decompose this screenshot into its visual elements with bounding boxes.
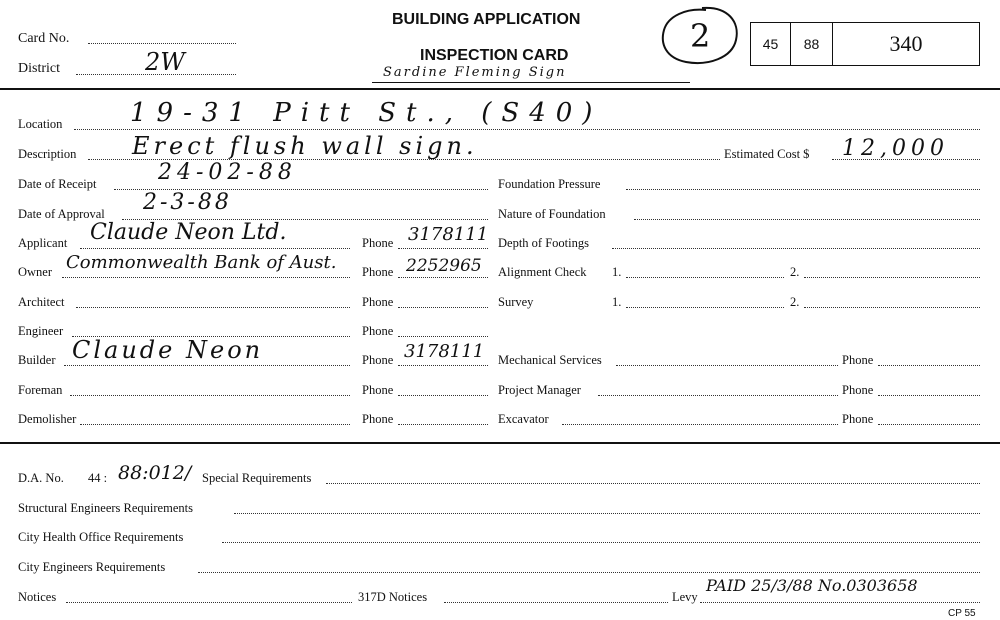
owner-label: Owner	[18, 265, 53, 279]
alignment-check-line1	[626, 277, 784, 278]
foreman-line	[70, 395, 350, 396]
form-code: CP 55	[948, 608, 976, 619]
applicant-line	[80, 248, 350, 249]
project-manager-label: Project Manager	[498, 383, 581, 397]
demolisher-phone-label: Phone	[362, 412, 394, 426]
location-line	[74, 129, 980, 130]
builder-label: Builder	[18, 353, 56, 367]
builder-phone-value: 3178111	[404, 341, 485, 362]
da-no-label: D.A. No.	[18, 471, 64, 485]
excavator-label: Excavator	[498, 412, 549, 426]
city-health-line	[222, 542, 980, 543]
card-number-box	[750, 22, 980, 66]
nature-of-foundation-line	[634, 219, 980, 220]
survey-label: Survey	[498, 295, 534, 309]
notices-317d-label: 317D Notices	[358, 590, 428, 604]
estimated-cost-label: Estimated Cost $	[724, 147, 810, 161]
foreman-phone-line	[398, 395, 488, 396]
alignment-check-num2: 2.	[790, 265, 800, 279]
alignment-check-label: Alignment Check	[498, 265, 587, 279]
mechanical-services-phone-line	[878, 365, 980, 366]
notices-label: Notices	[18, 590, 57, 604]
circled-number: 2	[690, 17, 711, 55]
da-value: 88:012/	[118, 462, 192, 484]
levy-line	[700, 602, 980, 603]
architect-phone-line	[398, 307, 488, 308]
builder-phone-line	[398, 365, 488, 366]
mechanical-services-phone-label: Phone	[842, 353, 874, 367]
location-value: 19-31 Pitt St., (S40)	[130, 98, 603, 128]
title-line2: INSPECTION CARD	[420, 47, 569, 64]
date-of-approval-label: Date of Approval	[18, 207, 105, 221]
date-of-receipt-label: Date of Receipt	[18, 177, 97, 191]
notices-317d-line	[444, 602, 668, 603]
location-label: Location	[18, 117, 63, 131]
foreman-phone-label: Phone	[362, 383, 394, 397]
demolisher-line	[80, 424, 350, 425]
owner-phone-line	[398, 277, 488, 278]
applicant-label: Applicant	[18, 236, 68, 250]
owner-phone-value: 2252965	[406, 256, 482, 276]
demolisher-phone-line	[398, 424, 488, 425]
engineer-phone-line	[398, 336, 488, 337]
architect-label: Architect	[18, 295, 65, 309]
foundation-pressure-label: Foundation Pressure	[498, 177, 601, 191]
depth-of-footings-label: Depth of Footings	[498, 236, 589, 250]
survey-line1	[626, 307, 784, 308]
alignment-check-num1: 1.	[612, 265, 622, 279]
city-engineers-line	[198, 572, 980, 573]
owner-value: Commonwealth Bank of Aust.	[66, 252, 337, 273]
structural-engineers-label: Structural Engineers Requirements	[18, 501, 193, 515]
applicant-phone-label: Phone	[362, 236, 394, 250]
description-label: Description	[18, 147, 77, 161]
title-subtitle-handwritten: Sardine Fleming Sign	[383, 65, 567, 80]
special-requirements-line	[326, 483, 980, 484]
card-no-label: Card No.	[18, 31, 70, 46]
mechanical-services-line	[616, 365, 838, 366]
owner-line	[62, 277, 350, 278]
applicant-phone-value: 3178111	[408, 224, 489, 245]
project-manager-phone-line	[878, 395, 980, 396]
subtitle-underline	[372, 82, 690, 83]
engineer-label: Engineer	[18, 324, 64, 338]
city-health-label: City Health Office Requirements	[18, 530, 184, 544]
excavator-phone-label: Phone	[842, 412, 874, 426]
owner-phone-label: Phone	[362, 265, 394, 279]
builder-phone-label: Phone	[362, 353, 394, 367]
alignment-check-line2	[804, 277, 980, 278]
project-manager-line	[598, 395, 838, 396]
special-requirements-label: Special Requirements	[202, 471, 312, 485]
builder-value: Claude Neon	[72, 336, 264, 364]
levy-value: PAID 25/3/88 No.0303658	[706, 576, 918, 595]
structural-engineers-line	[234, 513, 980, 514]
box-cell-1: 45	[751, 23, 791, 65]
notices-line	[66, 602, 352, 603]
architect-phone-label: Phone	[362, 295, 394, 309]
engineer-phone-label: Phone	[362, 324, 394, 338]
architect-line	[76, 307, 350, 308]
card-no-line	[88, 43, 236, 44]
mechanical-services-label: Mechanical Services	[498, 353, 602, 367]
title-line1: BUILDING APPLICATION	[392, 11, 581, 28]
applicant-phone-line	[398, 248, 488, 249]
excavator-phone-line	[878, 424, 980, 425]
da-prefix: 44 :	[88, 471, 108, 485]
box-cell-2: 88	[791, 23, 833, 65]
foundation-pressure-line	[626, 189, 980, 190]
levy-label: Levy	[672, 590, 698, 604]
city-engineers-label: City Engineers Requirements	[18, 560, 166, 574]
demolisher-label: Demolisher	[18, 412, 77, 426]
district-label: District	[18, 61, 60, 76]
middle-divider	[0, 442, 1000, 444]
survey-num2: 2.	[790, 295, 800, 309]
top-divider	[0, 88, 1000, 90]
survey-line2	[804, 307, 980, 308]
applicant-value: Claude Neon Ltd.	[90, 220, 287, 245]
nature-of-foundation-label: Nature of Foundation	[498, 207, 606, 221]
date-of-receipt-value: 24-02-88	[158, 160, 297, 185]
project-manager-phone-label: Phone	[842, 383, 874, 397]
district-value: 2W	[145, 48, 185, 76]
description-value: Erect flush wall sign.	[132, 132, 478, 160]
depth-of-footings-line	[612, 248, 980, 249]
box-cell-3: 340	[889, 31, 923, 56]
excavator-line	[562, 424, 838, 425]
builder-line	[64, 365, 350, 366]
estimated-cost-value: 12,000	[842, 136, 949, 161]
date-of-approval-value: 2-3-88	[143, 190, 232, 215]
foreman-label: Foreman	[18, 383, 63, 397]
survey-num1: 1.	[612, 295, 622, 309]
